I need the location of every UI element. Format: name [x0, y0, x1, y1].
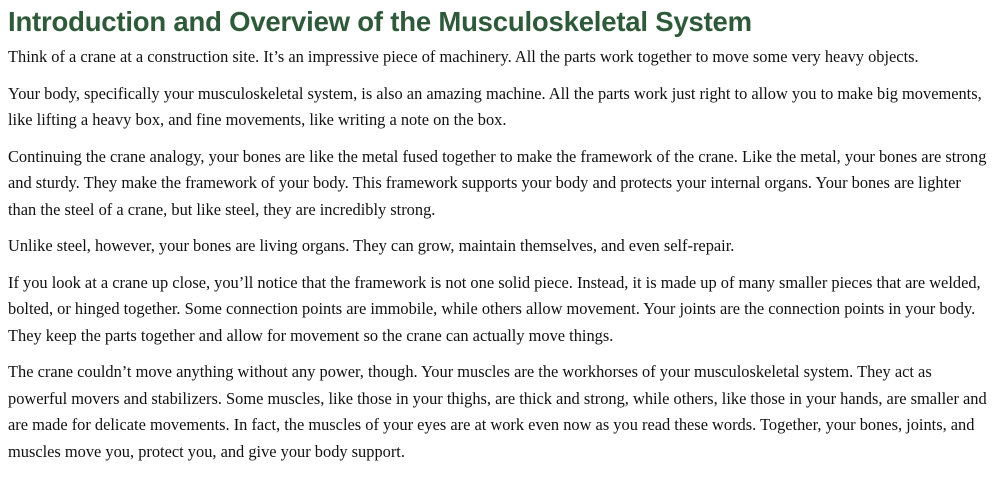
paragraph-muscles: The crane couldn’t move anything without any power, though. Your muscles are the workhorses of your musculoskeletal system. They act as powerful movers and stabilizers. Some muscles, like those in your thighs, are thick and strong, while others, like those in your hands, are smaller and are made for delicate movements. In fact, the muscles of your eyes are at work even now as you read these words. Together, your bones, joints, and muscles move you, protect you, and give your body support.	[8, 362, 987, 461]
page-title: Introduction and Overview of the Musculoskeletal System	[8, 6, 752, 37]
paragraph-joints: If you look at a crane up close, you’ll notice that the framework is not one solid piece. Instead, it is made up of many smaller pieces that are welded, bolted, or hinged together. Some connection points are immobile, while others allow movement. Your joints are the connection points in your body. They keep the parts together and allow for movement so the crane can actually move things.	[8, 272, 981, 345]
paragraph-crane-intro: Think of a crane at a construction site. It’s an impressive piece of machinery. All the parts work together to move some very heavy objects.	[8, 47, 919, 66]
paragraph-living-organs: Unlike steel, however, your bones are living organs. They can grow, maintain themselves, and even self-repair.	[8, 236, 735, 255]
paragraph-body-machine: Your body, specifically your musculoskeletal system, is also an amazing machine. All the parts work just right to allow you to make big movements, like lifting a heavy box, and fine movements, like writing a note on the box.	[8, 83, 982, 129]
paragraph-bones-framework: Continuing the crane analogy, your bones are like the metal fused together to make the framework of the crane. Like the metal, your bones are strong and sturdy. They make the framework of your body. This framework supports your body and protects your internal organs. Your bones are lighter than the steel of a crane, but like steel, they are incredibly strong.	[8, 146, 987, 219]
document-content	[8, 4, 992, 465]
